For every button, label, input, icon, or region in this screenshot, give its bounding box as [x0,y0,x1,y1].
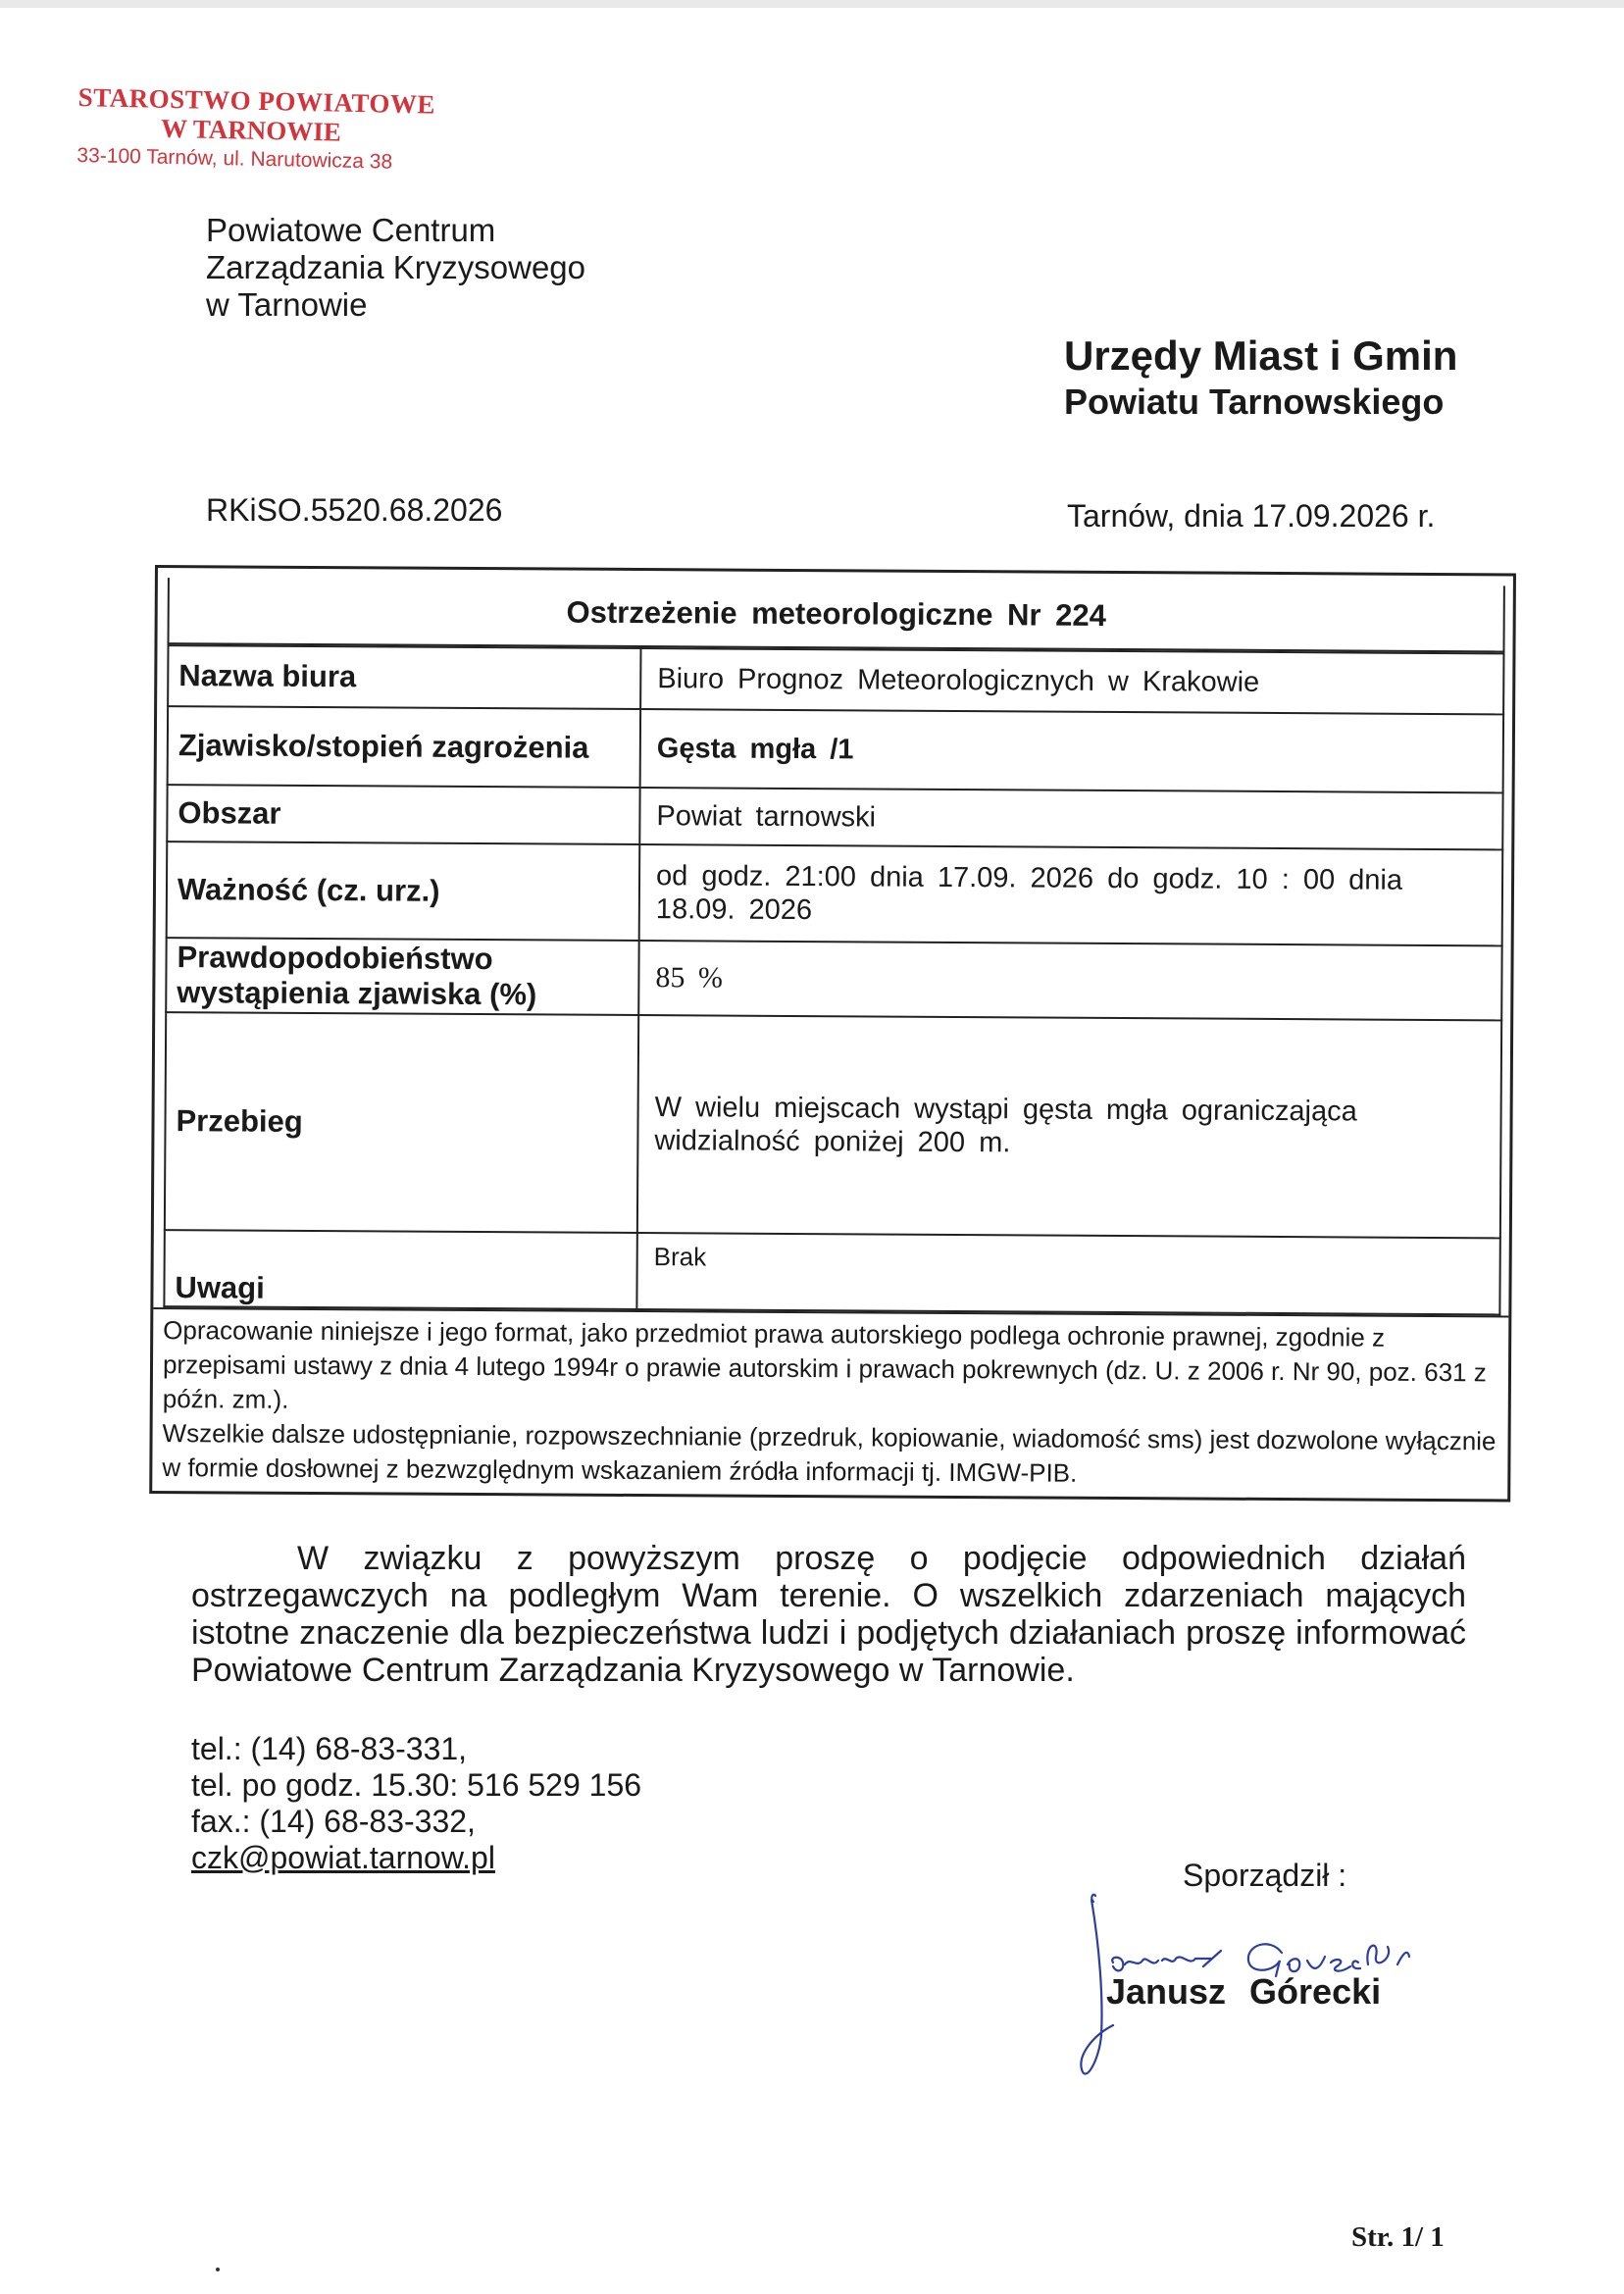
recipient-block [1064,331,1457,424]
stamp-line-2: W TARNOWIE [160,113,342,147]
warning-title: Ostrzeżenie meteorologiczne Nr 224 [168,578,1505,652]
distribution-note: Wszelkie dalsze udostępnianie, rozpowszechnianie (przedruk, kopiowanie, wiadomość sms) jest dozwolone wyłącznie w formie dosłownej z bezwzględnym wskazaniem źródła informacji tj. IMGW-PIB. [162,1418,1497,1488]
after-hours-phone: tel. po godz. 15.30: 516 529 156 [191,1767,642,1803]
table-row [164,1230,1499,1314]
row-label: Zjawisko/stopień zagrożenia [168,706,640,788]
row-label: Prawdopodobieństwo wystąpienia zjawiska (%) [166,938,638,1015]
stamp-address: 33-100 Tarnów, ul. Narutowicza 38 [76,143,393,174]
sender-block [206,212,585,324]
table-row [167,785,1502,849]
row-label: Przebieg [165,1012,638,1233]
sender-line-1: Powiatowe Centrum [206,212,496,248]
prepared-by-label: Sporządził : [1183,1858,1347,1893]
phone-number: tel.: (14) 68-83-331, [191,1731,468,1766]
body-text: W związku z powyższym proszę o podjęcie odpowiednich działań ostrzegawczych na podległym Wam terenie. O wszelkich zdarzeniach mających istotne znaczenie dla bezpieczeństwa ludzi i podjętych działaniach proszę informować Powiatowe Centrum Zarządzania Kryzysowego w Tarnowie. [191,1540,1466,1689]
recipient-line-1: Urzędy Miast i Gmin [1064,332,1458,379]
signatory-name: Janusz Górecki [1106,1971,1382,2012]
recipient-line-2: Powiatu Tarnowskiego [1064,382,1445,422]
office-stamp [76,82,451,176]
sender-line-2: Zarządzania Kryzysowego [206,249,586,285]
row-value: od godz. 21:00 dnia 17.09. 2026 do godz. 10 : 00 dnia 18.09. 2026 [639,844,1503,945]
row-value: Gęsta mgła /1 [640,709,1503,792]
row-label: Nazwa biura [168,645,640,709]
row-value: W wielu miejscach wystąpi gęsta mgła ograniczająca widzialność poniżej 200 m. [637,1015,1501,1238]
warning-details [163,644,1504,1315]
table-row [168,645,1503,714]
table-row [166,938,1501,1020]
reference-number: RKiSO.5520.68.2026 [206,492,503,528]
row-value: Powiat tarnowski [639,788,1502,849]
table-row [168,706,1503,792]
contact-block [191,1731,641,1876]
stamp-line-1: STAROSTWO POWIATOWE [77,82,436,120]
place-date: Tarnów, dnia 17.09.2026 r. [1067,498,1436,534]
row-label: Ważność (cz. urz.) [167,841,640,941]
table-row [165,1012,1501,1238]
body-paragraph [191,1540,1466,1689]
sender-line-3: w Tarnowie [206,286,368,323]
row-label: Obszar [167,785,639,844]
warning-table [149,565,1516,1502]
row-label: Uwagi [164,1230,636,1309]
table-row [167,841,1503,945]
copyright-note: Opracowanie niniejsze i jego format, jako przedmiot prawa autorskiego podlega ochronie prawnej, zgodnie z przepisami ustawy z dnia 4 lutego 1994r o prawie autorskim i prawach pokrewnych (dz. U. z 2006 r. Nr 90, poz. 631 z późn. zm.). [162,1315,1487,1414]
scan-speck [216,2268,220,2271]
row-value: Brak [636,1233,1499,1314]
email-link[interactable]: czk@powiat.tarnow.pl [191,1840,495,1875]
row-value: 85 % [638,941,1501,1020]
row-value: Biuro Prognoz Meteorologicznych w Krakowie [640,648,1503,714]
legal-notes [152,1307,1508,1499]
scan-top-edge [0,0,1624,8]
page-number: Str. 1/ 1 [1351,2221,1445,2253]
fax-number: fax.: (14) 68-83-332, [191,1804,476,1839]
